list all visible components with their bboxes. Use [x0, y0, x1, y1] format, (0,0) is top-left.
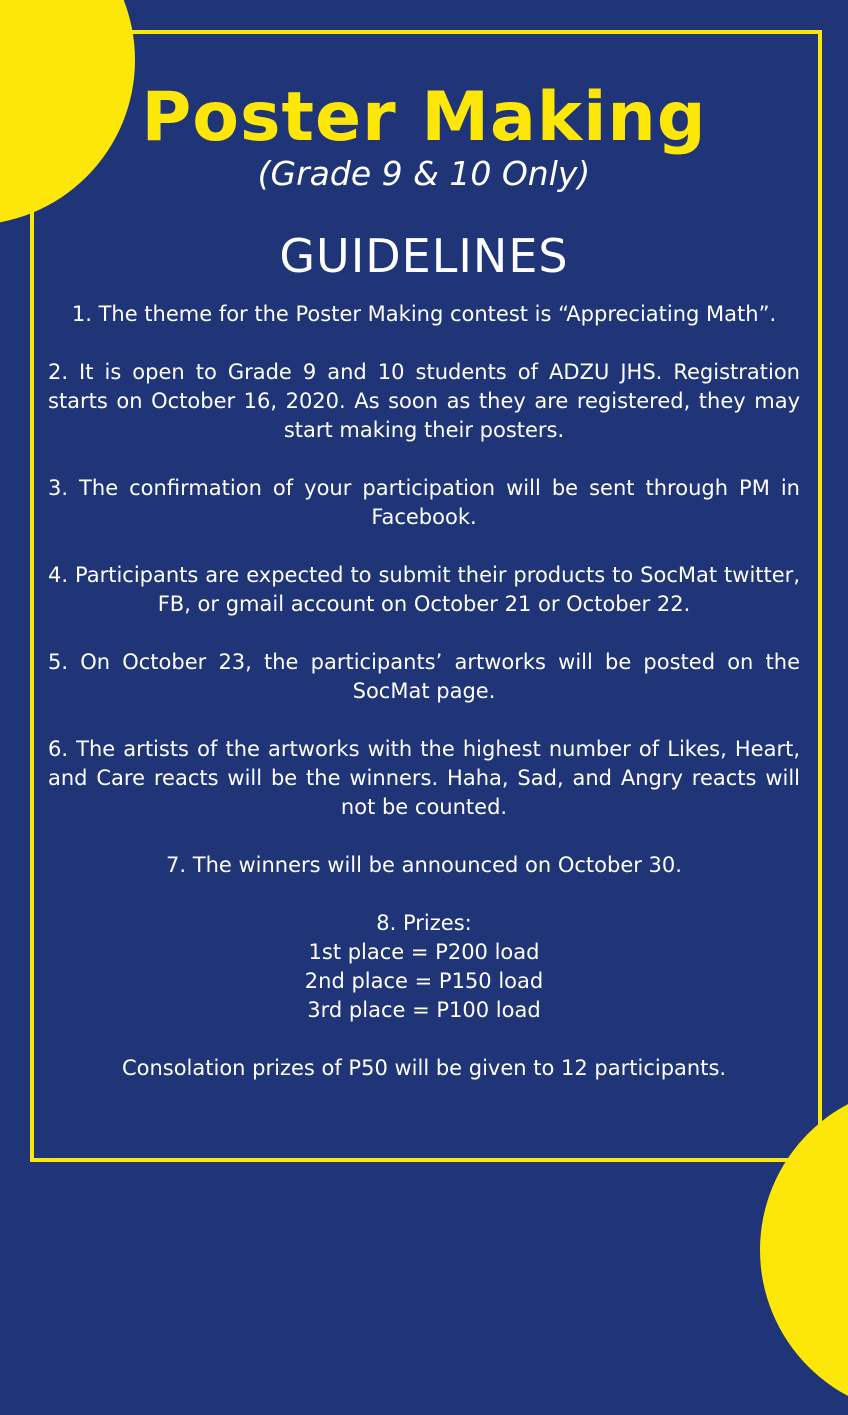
prize-second: 2nd place = P150 load — [304, 969, 544, 993]
consolation-note: Consolation prizes of P50 will be given to 12 participants. — [121, 1056, 727, 1080]
guidelines-list — [48, 300, 800, 1112]
guideline-item-6: 6. The artists of the artworks with the highest number of Likes, Heart, and Care reacts will be the winners. Haha, Sad, and Angry reacts will not be counted. — [48, 737, 800, 819]
prize-third: 3rd place = P100 load — [307, 998, 541, 1022]
guideline-item-4: 4. Participants are expected to submit their products to SocMat twitter, FB, or gmail account on October 21 or October 22. — [48, 563, 800, 616]
guidelines-heading: GUIDELINES — [279, 229, 569, 283]
prizes-block — [48, 909, 800, 1025]
prize-first: 1st place = P200 load — [308, 940, 540, 964]
guideline-item-7: 7. The winners will be announced on October 30. — [166, 853, 682, 877]
guideline-item-5: 5. On October 23, the participants’ artworks will be posted on the SocMat page. — [48, 650, 800, 703]
guideline-item-3: 3. The confirmation of your participation will be sent through PM in Facebook. — [48, 476, 800, 529]
prizes-heading: 8. Prizes: — [376, 911, 472, 935]
poster-title: Poster Making — [141, 78, 707, 157]
guideline-item-2: 2. It is open to Grade 9 and 10 students of ADZU JHS. Registration starts on October 16, 2020. As soon as they are registered, they may start making their posters. — [48, 360, 800, 442]
poster-subtitle: (Grade 9 & 10 Only) — [257, 154, 591, 193]
guideline-item-1: 1. The theme for the Poster Making contest is “Appreciating Math”. — [71, 302, 777, 326]
